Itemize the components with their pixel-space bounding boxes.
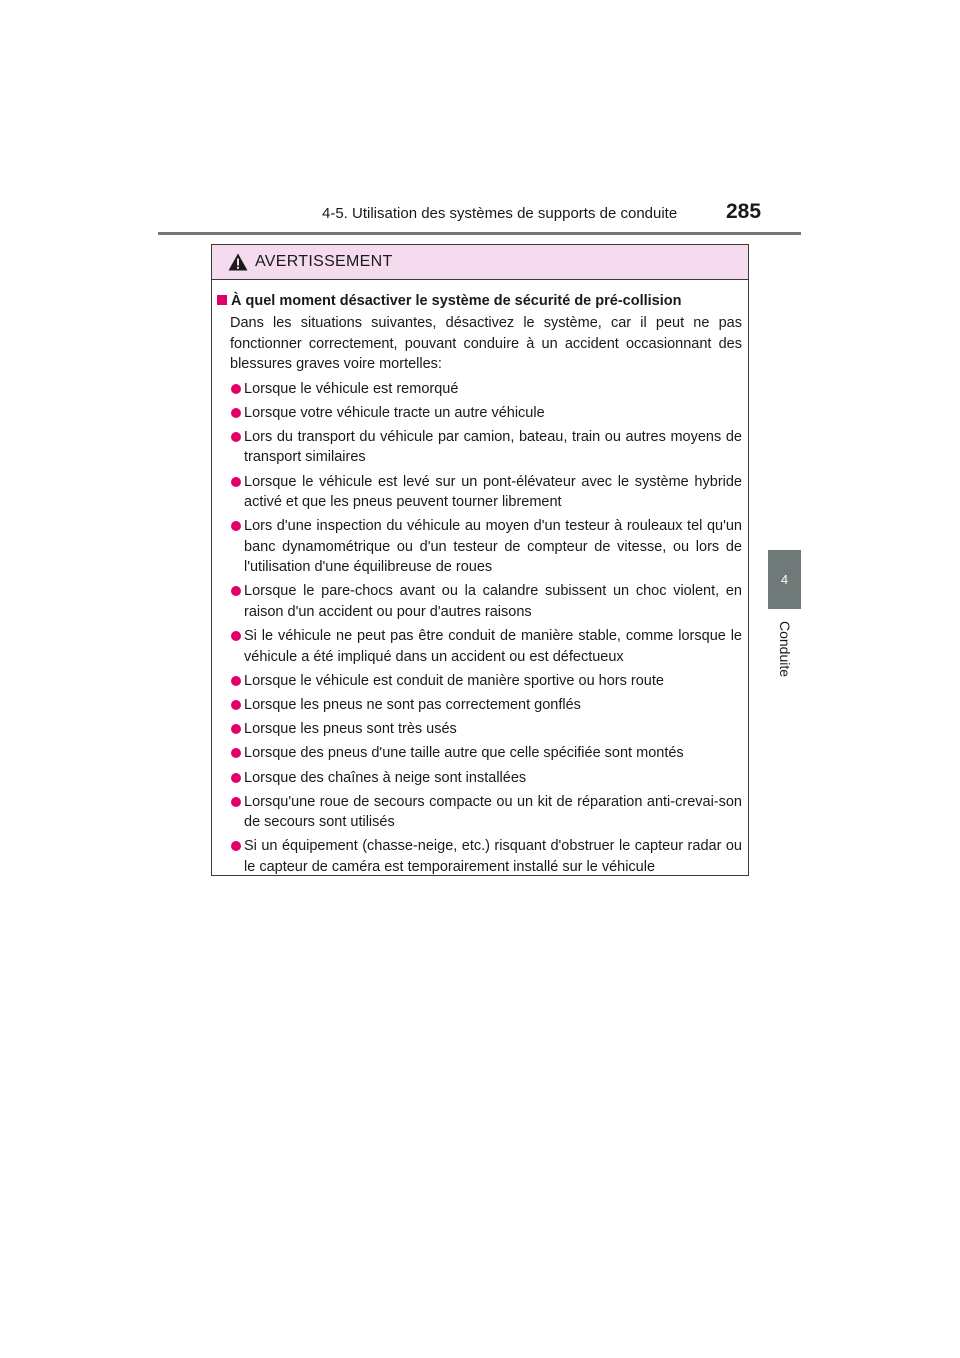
list-item-text: Si le véhicule ne peut pas être conduit de manière stable, comme lorsque le véhicule a été impliqué dans un accident ou est défectueux	[244, 628, 742, 665]
header-section-title: 4-5. Utilisation des systèmes de supports de conduite	[322, 205, 678, 222]
page-number: 285	[726, 200, 762, 223]
list-item-text: Lorsque le pare-chocs avant ou la calandre subissent un choc violent, en raison d'un accident ou pour d'autres raisons	[244, 583, 742, 620]
round-bullet-icon	[231, 841, 241, 851]
chapter-tab-label	[768, 609, 801, 689]
chapter-tab-label-text: Conduite	[776, 620, 793, 678]
list-item-text: Lorsque les pneus ne sont pas correctement gonflés	[244, 697, 581, 713]
list-item	[217, 427, 742, 468]
intro-paragraph: Dans les situations suivantes, désactivez le système, car il peut ne pas fonctionner correctement, pouvant conduire à un accident occasionnant des blessures graves voire mortelles:	[230, 315, 742, 372]
round-bullet-icon	[231, 700, 241, 710]
round-bullet-icon	[231, 631, 241, 641]
warning-header	[212, 245, 748, 280]
round-bullet-icon	[231, 432, 241, 442]
round-bullet-icon	[231, 477, 241, 487]
list-item	[217, 743, 742, 764]
section-heading-text: À quel moment désactiver le système de sécurité de pré-collision	[231, 293, 682, 309]
situation-list	[217, 379, 742, 878]
header-rule	[158, 232, 801, 235]
chapter-tab-number: 4	[768, 550, 801, 609]
round-bullet-icon	[231, 797, 241, 807]
list-item-text: Lorsque votre véhicule tracte un autre véhicule	[244, 404, 545, 421]
list-item-text: Si un équipement (chasse-neige, etc.) risquant d'obstruer le capteur radar ou le capteur de caméra est temporairement installé sur le véhicule	[244, 838, 742, 875]
list-item-text: Lorsqu'une roue de secours compacte ou un kit de réparation anti-crevai-son de secours sont utilisés	[244, 793, 742, 831]
round-bullet-icon	[231, 408, 241, 418]
round-bullet-icon	[231, 724, 241, 734]
round-bullet-icon	[231, 676, 241, 686]
round-bullet-icon	[231, 748, 241, 758]
list-item-text: Lorsque les pneus sont très usés	[244, 721, 457, 738]
list-item	[217, 379, 742, 400]
list-item	[217, 768, 742, 789]
round-bullet-icon	[231, 773, 241, 783]
round-bullet-icon	[231, 521, 241, 531]
list-item	[217, 403, 742, 424]
list-item	[217, 836, 742, 877]
list-item-text: Lorsque des chaînes à neige sont installées	[244, 769, 527, 786]
round-bullet-icon	[231, 384, 241, 394]
list-item-text: Lorsque le véhicule est conduit de manière sportive ou hors route	[244, 672, 664, 689]
list-item	[217, 472, 742, 513]
list-item-text: Lorsque le véhicule est levé sur un pont-élévateur avec le système hybride activé et que les pneus peuvent tourner librement	[244, 473, 742, 511]
list-item	[217, 695, 742, 716]
list-item	[217, 626, 742, 667]
list-item-text: Lors du transport du véhicule par camion, bateau, train ou autres moyens de transport similaires	[244, 428, 742, 466]
list-item-text: Lors d'une inspection du véhicule au moyen d'un testeur à rouleaux tel qu'un banc dynamométrique ou d'un testeur de compteur de vitesse, ou lors de l'utilisation d'une équilibreuse de roues	[244, 518, 742, 576]
warning-triangle-icon	[228, 253, 248, 271]
list-item-text: Lorsque des pneus d'une taille autre que celle spécifiée sont montés	[244, 745, 684, 762]
square-bullet-icon	[217, 295, 227, 305]
list-item-text: Lorsque le véhicule est remorqué	[244, 380, 459, 397]
round-bullet-icon	[231, 586, 241, 596]
list-item	[217, 719, 742, 740]
list-item	[217, 581, 742, 622]
warning-body	[212, 280, 748, 877]
warning-title: AVERTISSEMENT	[255, 253, 393, 270]
list-item	[217, 671, 742, 692]
section-heading	[217, 291, 742, 311]
list-item	[217, 516, 742, 578]
list-item	[217, 792, 742, 833]
warning-box	[211, 244, 749, 876]
